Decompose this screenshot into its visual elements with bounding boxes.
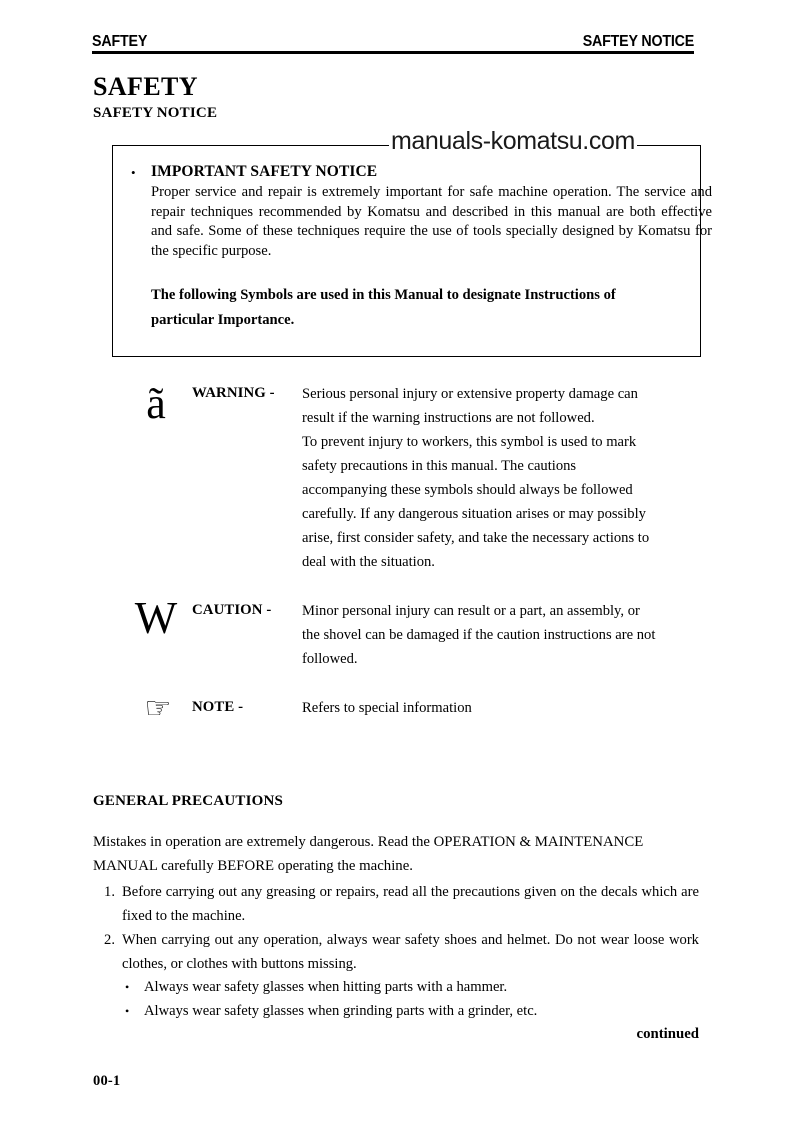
warning-line-5: accompanying these symbols should always be followed (302, 482, 633, 498)
page-title: SAFETY (93, 72, 198, 101)
notice-box-content (129, 162, 712, 333)
caution-line-3: followed. (302, 651, 358, 667)
list-item-text (122, 928, 699, 976)
caution-body-text (302, 599, 697, 671)
note-line-1: Refers to special information (302, 700, 472, 716)
page-number: 00-1 (93, 1073, 121, 1089)
notice-emphasis-line-1: The following Symbols are used in this Manual to designate Instructions of (151, 287, 616, 304)
pointing-hand-icon: ☞ (144, 692, 172, 725)
bullet-icon: • (125, 1004, 130, 1018)
list-item-number: 2. (104, 932, 115, 948)
general-precautions-intro (93, 830, 693, 878)
bullet-icon: • (125, 980, 130, 994)
bullet-icon: • (131, 165, 136, 180)
note-body-text (302, 696, 697, 720)
list-item (122, 999, 682, 1023)
warning-triangle-symbol: ã (146, 379, 166, 428)
list-item-line-1: Before carrying out any greasing or repairs, read all the precautions given on the decals (122, 884, 638, 900)
page-title-block (93, 73, 217, 123)
list-item (122, 975, 682, 999)
page-subtitle: SAFETY NOTICE (93, 105, 218, 121)
gp-intro-line-1: Mistakes in operation are extremely dangerous. Read the OPERATION & MAINTENANCE (93, 834, 644, 850)
list-item-line-2: loose work clothes, or clothes with buttons missing. (122, 932, 699, 972)
warning-line-1: Serious personal injury or extensive property damage can (302, 386, 638, 402)
general-precautions-heading: GENERAL PRECAUTIONS (93, 793, 284, 809)
header-left-text: SAFTEY (92, 33, 148, 50)
notice-emphasis-paragraph (129, 283, 712, 333)
watermark-text: manuals-komatsu.com (391, 127, 635, 155)
caution-line-1: Minor personal injury can result or a part, an assembly, or (302, 603, 640, 619)
warning-label: WARNING - (192, 385, 275, 401)
list-item (93, 928, 699, 976)
warning-line-2: result if the warning instructions are not followed. (302, 410, 595, 426)
caution-symbol: W (134, 593, 178, 643)
warning-line-7: arise, first consider safety, and take the necessary actions to (302, 530, 650, 546)
list-item-text: Always wear safety glasses when hitting parts with a hammer. (144, 979, 508, 995)
list-item (93, 880, 699, 928)
list-item-line-2: which are fixed to the machine. (122, 884, 699, 924)
warning-line-8: deal with the situation. (302, 554, 435, 570)
header-right-text: SAFTEY NOTICE (582, 33, 694, 50)
list-item-number: 1. (104, 884, 115, 900)
list-item-text (122, 880, 699, 928)
warning-body-text (302, 382, 697, 574)
general-precautions-numbered-list (93, 880, 699, 976)
gp-intro-line-2: MANUAL carefully BEFORE operating the machine. (93, 858, 413, 874)
caution-label: CAUTION - (192, 602, 272, 618)
warning-line-6: carefully. If any dangerous situation arises or may possibly (302, 506, 646, 522)
notice-emphasis-line-2: particular Importance. (151, 312, 295, 329)
important-safety-notice-box (112, 145, 712, 357)
note-label: NOTE - (192, 699, 244, 715)
warning-line-4: safety precautions in this manual. The cautions (302, 458, 577, 474)
list-item-line-1: When carrying out any operation, always wear safety shoes and helmet. Do not wear (122, 932, 629, 948)
running-header (92, 30, 694, 54)
header-rule (92, 51, 694, 54)
notice-heading-row (129, 162, 712, 261)
warning-line-3: To prevent injury to workers, this symbol is used to mark (302, 434, 637, 450)
notice-paragraph: Proper service and repair is extremely important for safe machine operation. The service and repair techniques recommended by Komatsu and described in this manual are both effective and safe. Some of these techniques require the use of tools specially designed by Komatsu for the specific purpose. (151, 184, 712, 259)
list-item-text: Always wear safety glasses when grinding parts with a grinder, etc. (144, 1003, 538, 1019)
general-precautions-bullet-list (122, 975, 682, 1023)
continued-label: continued (636, 1026, 699, 1042)
notice-heading: IMPORTANT SAFETY NOTICE (151, 163, 378, 180)
caution-line-2: the shovel can be damaged if the caution instructions are not (302, 627, 656, 643)
